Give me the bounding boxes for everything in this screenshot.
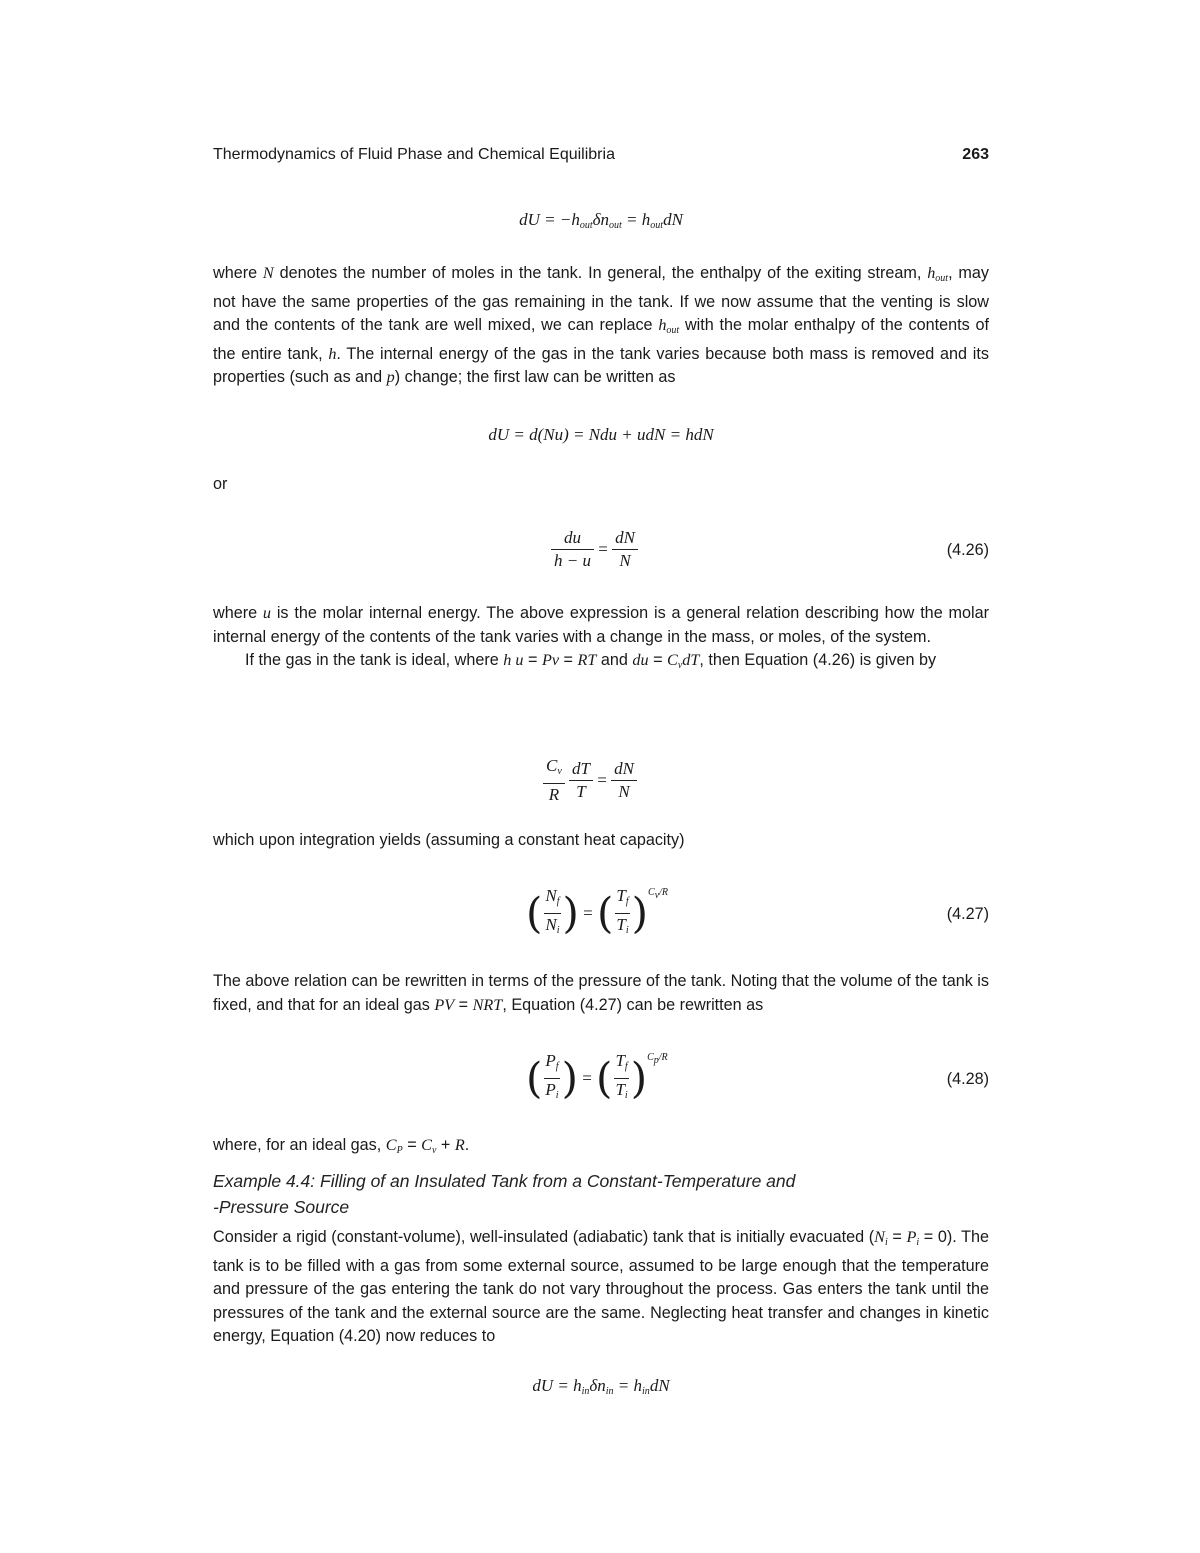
- paragraph-1: where N denotes the number of moles in the tank. In general, the enthalpy of the exiting stream, $h_{out}$, may not have the same properties of the gas remaining in the tank. If we now assume that the venting is slow and the contents of the tank are well mixed, we can replace $h_{out}$ with the molar enthalpy of the contents of the entire tank, h. The internal energy of the gas in the tank varies because both mass is removed and its properties (such as and p) change; the first law can be written as: [213, 264, 989, 386]
- equation-top: dU = $-h_{out}\delta n_{out} = h_{out}dN$: [519, 210, 683, 231]
- paragraph-5: The above relation can be rewritten in terms of the pressure of the tank. Noting that the volume of the tank is fixed, and that for an ideal gas PV = NRT, Equation (4.27) can be rewritten as: [213, 972, 989, 1014]
- example-title: [213, 1168, 989, 1220]
- equation-4-27: ( $\frac{N_f}{N_i}$ ) = ( $\frac{T_f}{T_i}$ )$^{C_v/R}$ (4.27): [526, 886, 989, 938]
- equation-number-4-27: (4.27): [946, 905, 989, 923]
- paragraph-4: which upon integration yields (assuming a constant heat capacity): [213, 831, 685, 849]
- equation-number-4-28: (4.28): [946, 1070, 989, 1088]
- example-title-line-2: -Pressure Source: [213, 1197, 350, 1217]
- equation-4-26: $\frac{du}{h - u}$ = $\frac{dN}{N}$ (4.26): [213, 527, 989, 577]
- example-title-line-1: Example 4.4: Filling of an Insulated Tank from a Constant-Temperature and: [213, 1171, 796, 1191]
- equation-4-28: ( $\frac{P_f}{P_i}$ ) = ( $\frac{T_f}{T_i}$ )$^{C_p/R}$ (4.28): [526, 1051, 989, 1103]
- equation-cv: $\frac{C_v}{R}$ $\frac{dT}{T}$ = $\frac{dN}{N}$: [213, 755, 989, 805]
- paragraph-2: where u is the molar internal energy. The above expression is a general relation describing how the molar internal energy of the contents of the tank varies with a change in the mass, or moles, of the system. If the gas in the tank is ideal, where h u = Pv = RT and du = $C_vdT$, then Equation (4.26) is given by: [213, 604, 989, 671]
- equation-number-4-26: (4.26): [946, 541, 989, 559]
- equation-dU: dU = d(Nu) = Ndu + udN = hdN: [488, 425, 714, 444]
- paragraph-6: where, for an ideal gas, $C_P = C_v + R$.: [213, 1136, 470, 1156]
- paragraph-7: Consider a rigid (constant-volume), well-insulated (adiabatic) tank that is initially evacuated $(N_i = P_i = 0)$. The tank is to be filled with a gas from some external source, assumed to be large enough that the temperature and pressure of the gas entering the tank do not vary throughout the process. Gas enters the tank until the pressures of the tank and the external source are the same. Neglecting heat transfer and changes in kinetic energy, Equation (4.20) now reduces to: [213, 1228, 990, 1345]
- page-number: 263: [962, 146, 989, 163]
- or-text: or: [213, 475, 228, 493]
- running-head: [213, 146, 989, 164]
- running-title: Thermodynamics of Fluid Phase and Chemical Equilibria: [213, 146, 615, 163]
- equation-bottom: dU = $h_{in}\delta n_{in} = h_{in}dN$: [532, 1376, 670, 1397]
